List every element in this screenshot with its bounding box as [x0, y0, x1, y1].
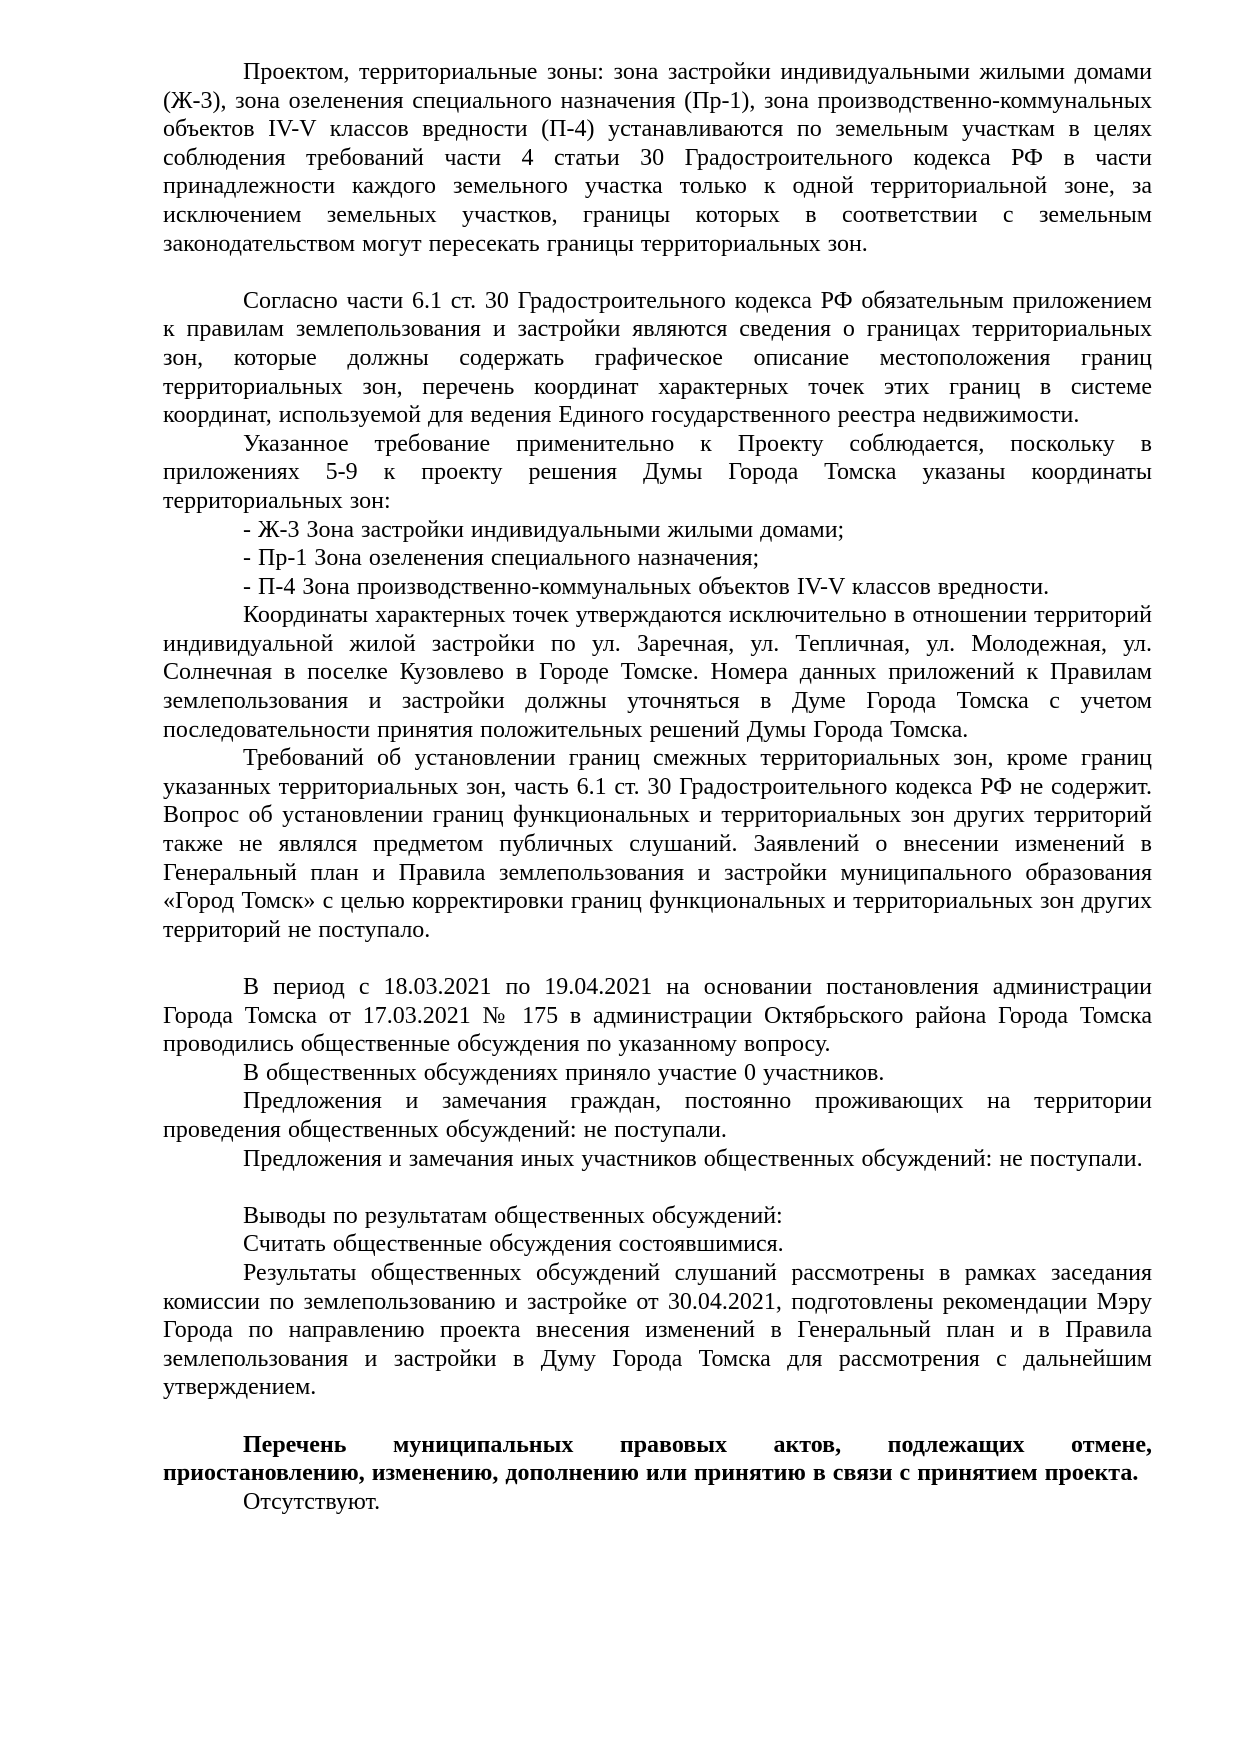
paragraph: Требований об установлении границ смежных территориальных зон, кроме границ указанных территориальных зон, часть 6.1 ст. 30 Градостроительного кодекса РФ не содержит. Вопрос об установлении границ функциональных и территориальных зон других территорий также не являлся предметом публичных слушаний. Заявлений о внесении изменений в Генеральный план и Правила землепользования и застройки муниципального образования «Город Томск» с целью корректировки границ функциональных и территориальных зон других территорий не поступало. [163, 745, 1152, 943]
paragraph: Выводы по результатам общественных обсуждений: [243, 1202, 783, 1229]
blank-line [163, 258, 1152, 287]
blank-line [163, 944, 1152, 973]
zone-list-item: - Пр-1 Зона озеленения специального назначения; [243, 545, 760, 572]
paragraph: Проектом, территориальные зоны: зона застройки индивидуальными жилыми домами (Ж-3), зона озеленения специального назначения (Пр-1), зона производственно-коммунальных объектов IV-V классов вредности (П-4) устанавливаются по земельным участкам в целях соблюдения требований части 4 статьи 30 Градостроительного кодекса РФ в части принадлежности каждого земельного участка только к одной территориальной зоне, за исключением земельных участков, границы которых в соответствии с земельным законодательством могут пересекать границы территориальных зон. [163, 59, 1152, 257]
paragraph: Отсутствуют. [243, 1488, 381, 1515]
blank-line [163, 1173, 1152, 1202]
paragraph: Предложения и замечания граждан, постоянно проживающих на территории проведения общественных обсуждений: не поступали. [163, 1088, 1152, 1143]
document-body [163, 58, 1152, 1516]
paragraph: В период с 18.03.2021 по 19.04.2021 на основании постановления администрации Города Томска от 17.03.2021 № 175 в администрации Октябрьского района Города Томска проводились общественные обсуждения по указанному вопросу. [163, 974, 1152, 1058]
paragraph: Предложения и замечания иных участников общественных обсуждений: не поступали. [243, 1145, 1143, 1172]
paragraph: Координаты характерных точек утверждаются исключительно в отношении территорий индивидуальной жилой застройки по ул. Заречная, ул. Тепличная, ул. Молодежная, ул. Солнечная в поселке Кузовлево в Городе Томске. Номера данных приложений к Правилам землепользования и застройки должны уточняться в Думе Города Томска с учетом последовательности принятия положительных решений Думы Города Томска. [163, 602, 1152, 743]
paragraph: Перечень муниципальных правовых актов, подлежащих отмене, приостановлению, изменению, дополнению или принятию в связи с принятием проекта. [163, 1431, 1152, 1487]
paragraph: Результаты общественных обсуждений слушаний рассмотрены в рамках заседания комиссии по землепользованию и застройке от 30.04.2021, подготовлены рекомендации Мэру Города по направлению проекта внесения изменений в Генеральный план и в Правила землепользования и застройки в Думу Города Томска для рассмотрения с дальнейшим утверждением. [163, 1259, 1152, 1401]
zone-list-item: - Ж-3 Зона застройки индивидуальными жилыми домами; [243, 516, 845, 543]
paragraph: В общественных обсуждениях приняло участие 0 участников. [243, 1059, 885, 1086]
zone-list-item: - П-4 Зона производственно-коммунальных объектов IV-V классов вредности. [243, 573, 1050, 600]
paragraph: Указанное требование применительно к Проекту соблюдается, поскольку в приложениях 5-9 к проекту решения Думы Города Томска указаны координаты территориальных зон: [163, 430, 1152, 514]
paragraph: Считать общественные обсуждения состоявшимися. [243, 1231, 784, 1258]
paragraph: Согласно части 6.1 ст. 30 Градостроительного кодекса РФ обязательным приложением к правилам землепользования и застройки являются сведения о границах территориальных зон, которые должны содержать графическое описание местоположения границ территориальных зон, перечень координат характерных точек этих границ в системе координат, используемой для ведения Единого государственного реестра недвижимости. [163, 287, 1152, 429]
blank-line [163, 1402, 1152, 1431]
